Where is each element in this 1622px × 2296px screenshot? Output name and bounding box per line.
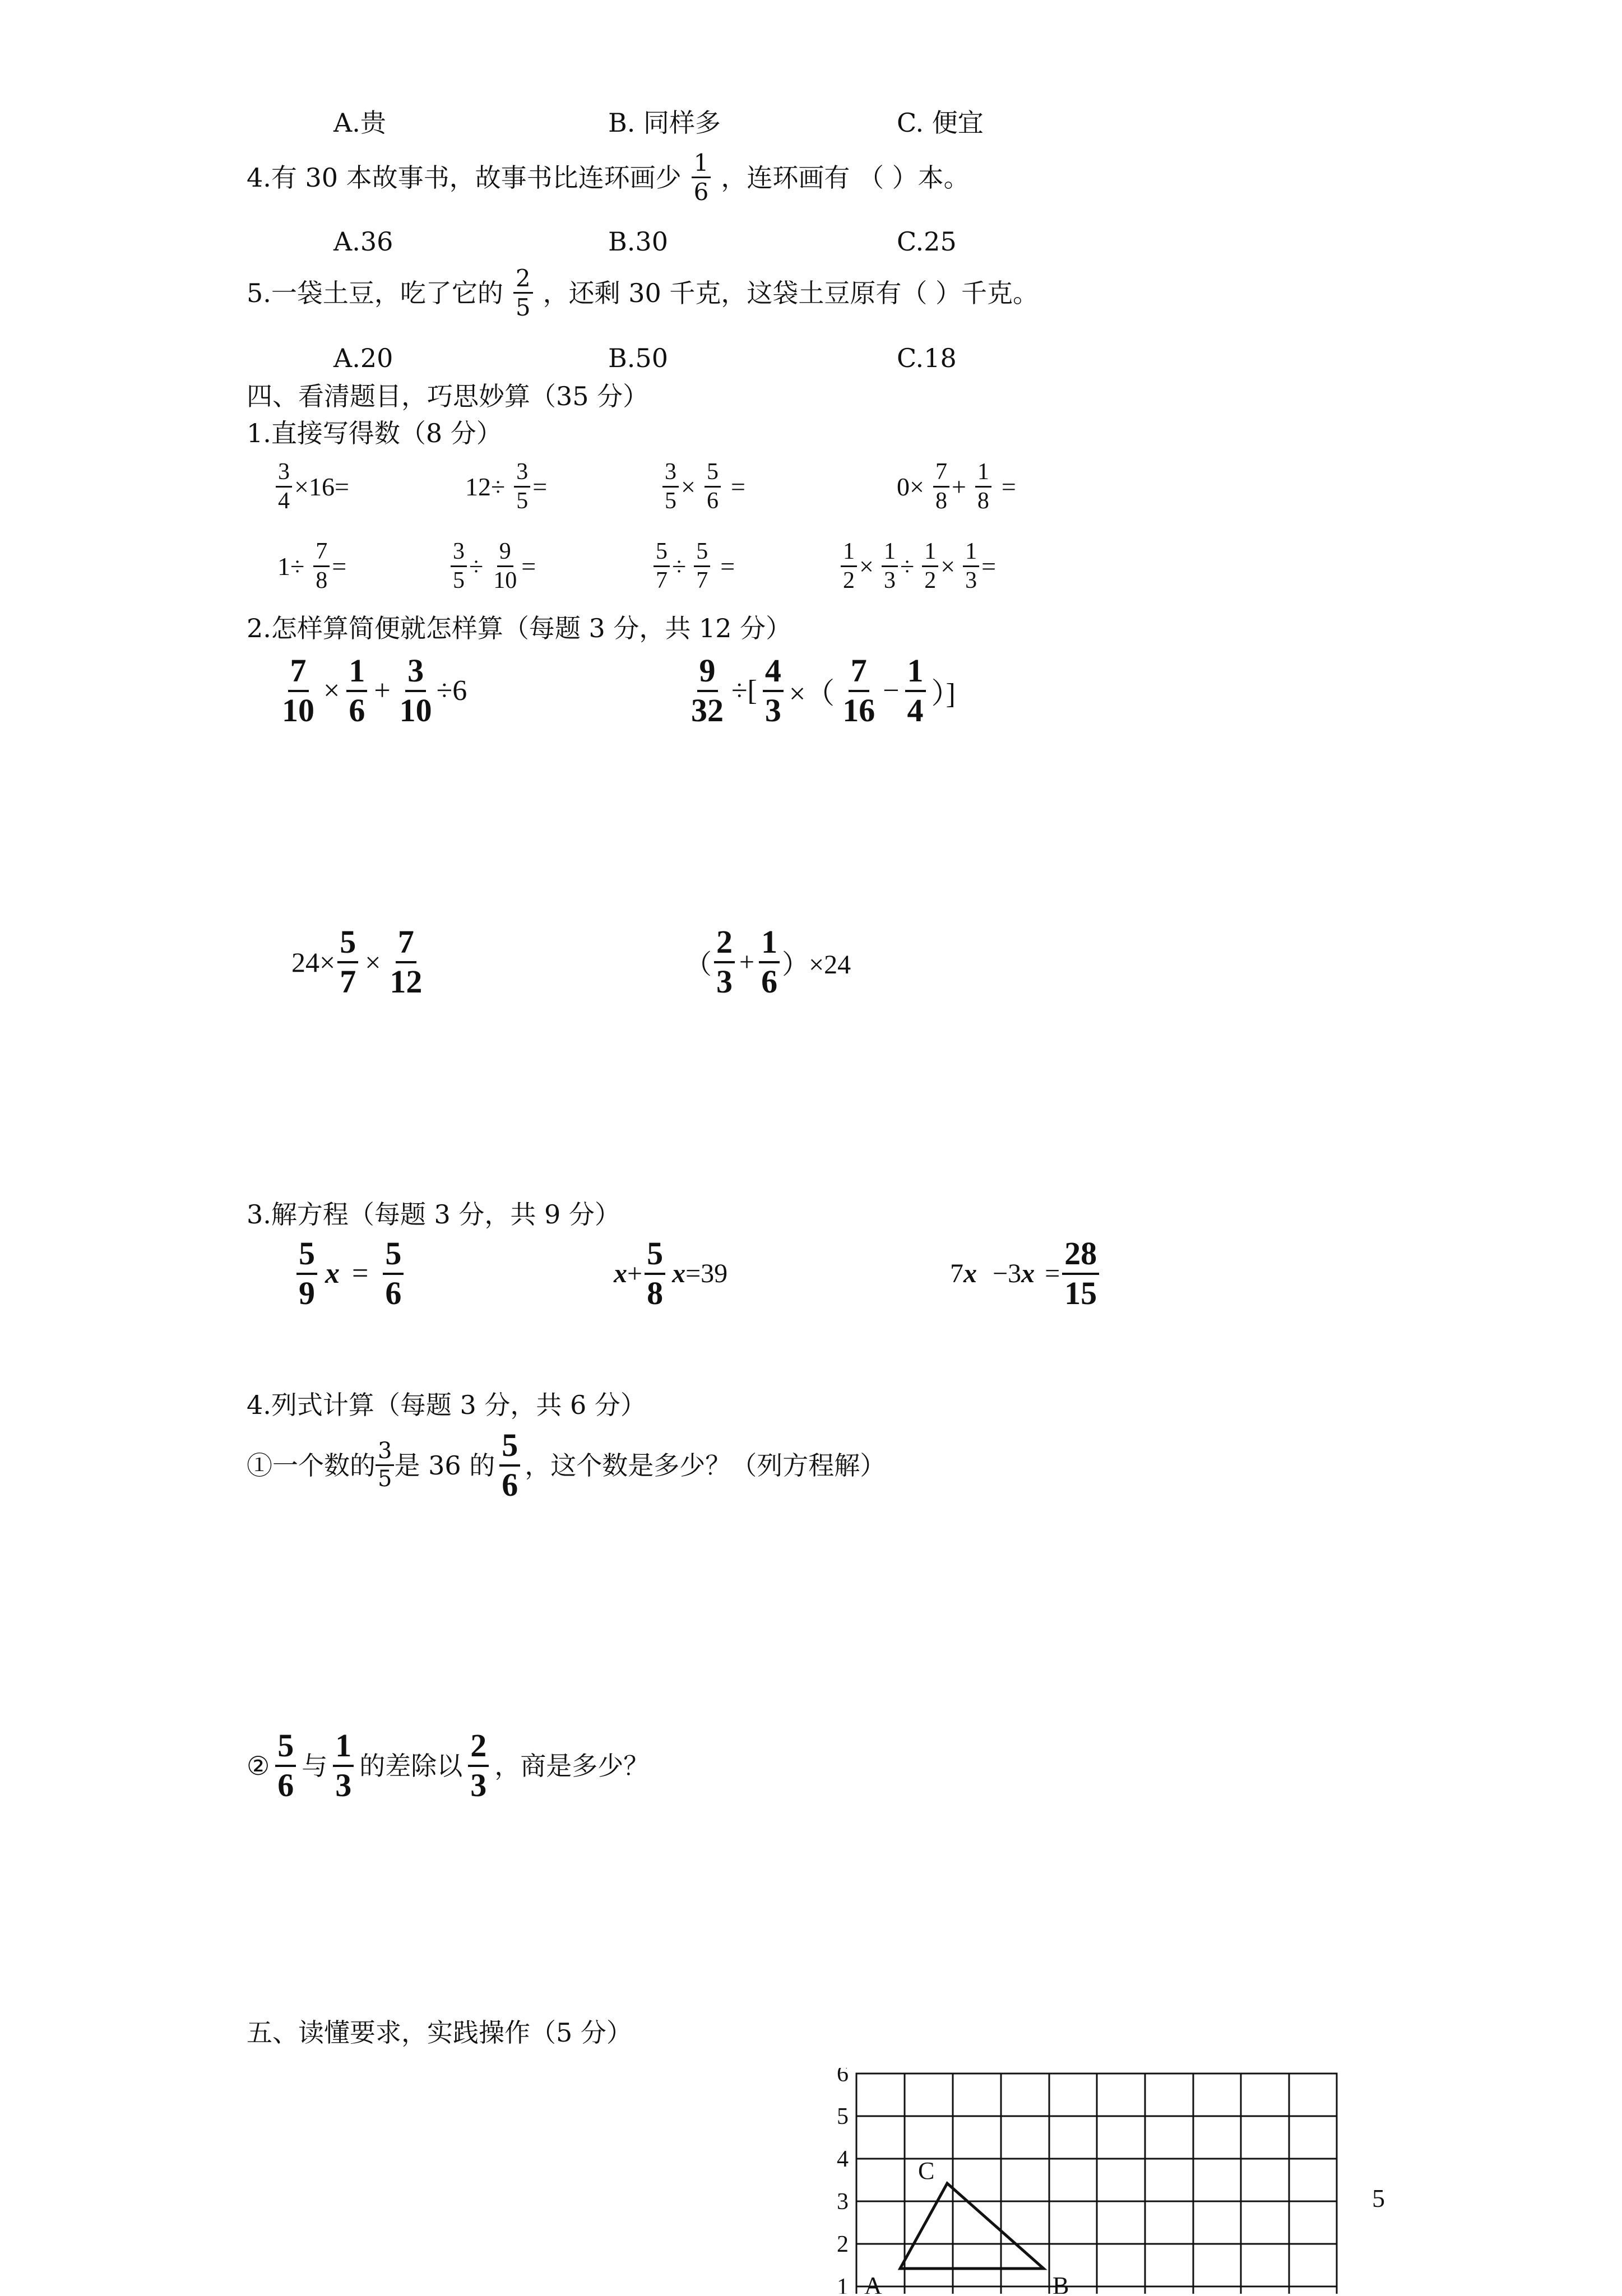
section4-title: 四、看清题目，巧思妙算（35 分） <box>247 381 649 411</box>
wp1-frac-a: $\frac{3}{5}$ <box>376 1439 394 1491</box>
calc-2-3: 24× $\frac{5}{7}$ × $\frac{7}{12}$ <box>291 924 423 1000</box>
y-label-6: 6 <box>837 2068 849 2087</box>
wp2-frac-b: $\frac{1}{3}$ <box>333 1728 354 1803</box>
point-c-label: C <box>918 2157 935 2184</box>
wp2-post: ，商是多少？ <box>494 1750 650 1781</box>
calc-1-2: 12÷ $\frac{3}{5}$ = <box>465 459 548 514</box>
part4-title: 4.列式计算（每题 3 分，共 6 分） <box>247 1390 646 1420</box>
wp2-mid2: 的差除以 <box>359 1750 463 1781</box>
wp1-post: ，这个数是多少？（列方程解） <box>525 1450 886 1481</box>
calc-1-3: $\frac{3}{5}$ × $\frac{5}{6}$ = <box>660 460 745 514</box>
page-number: 5 <box>1372 2184 1385 2212</box>
wp2-pre: ② <box>247 1750 270 1781</box>
calc-1-5: 1÷ $\frac{7}{8}$ = <box>277 539 347 594</box>
y-label-1: 1 <box>837 2274 849 2294</box>
wp2-frac-c: $\frac{2}{3}$ <box>468 1728 489 1803</box>
calc-1-6: $\frac{3}{5}$ ÷ $\frac{9}{10}$ = <box>448 539 536 594</box>
y-label-3: 3 <box>837 2189 849 2215</box>
coordinate-grid <box>824 2068 1351 2296</box>
q4-fraction <box>692 150 711 205</box>
point-b-label: B <box>1053 2272 1069 2294</box>
equation-3: 7 x −3 x = $\frac{28}{15}$ <box>950 1236 1101 1311</box>
calc-2-2: $\frac{9}{32}$ ÷[ $\frac{4}{3}$ ×（ $\frac{7}{16}$ − $\frac{1}{4}$ ）] <box>691 652 956 729</box>
q5-text-post: ，还剩 30 千克，这袋土豆原有（ ）千克。 <box>543 277 1039 308</box>
q4-question <box>247 150 970 205</box>
point-a-label: A <box>864 2272 882 2294</box>
section5-title: 五、读懂要求，实践操作（5 分） <box>247 2017 632 2048</box>
wp1-pre: ①一个数的 <box>247 1450 376 1481</box>
q5-option-b: B.50 <box>608 343 668 373</box>
y-label-5: 5 <box>837 2104 849 2130</box>
q5-option-c: C.18 <box>897 343 957 373</box>
q4-text-pre: 4.有 30 本故事书，故事书比连环画少 <box>247 162 682 193</box>
q5-fraction <box>513 266 533 321</box>
part3-title: 3.解方程（每题 3 分，共 9 分） <box>247 1199 620 1230</box>
wp2-frac-a: $\frac{5}{6}$ <box>275 1728 296 1803</box>
q3-option-a: A.贵 <box>333 108 386 138</box>
word-problem-1 <box>247 1428 886 1502</box>
q3-option-c: C. 便宜 <box>897 108 984 138</box>
q4-option-c: C.25 <box>897 226 957 257</box>
q4-text-post: ，连环画有 （ ）本。 <box>721 162 970 193</box>
part2-title: 2.怎样算简便就怎样算（每题 3 分，共 12 分） <box>247 613 792 643</box>
y-axis-labels <box>837 2068 849 2294</box>
wp1-mid: 是 36 的 <box>394 1450 495 1481</box>
q4-fraction-den: 6 <box>693 178 709 206</box>
q4-option-a: A.36 <box>333 226 393 257</box>
part1-title: 1.直接写得数（8 分） <box>247 418 502 448</box>
q4-fraction-num: 1 <box>692 150 711 178</box>
calc-1-7: $\frac{5}{7}$ ÷ $\frac{5}{7}$ = <box>651 539 735 594</box>
wp1-frac-b: $\frac{5}{6}$ <box>499 1428 520 1502</box>
q5-question <box>247 266 1039 321</box>
calc-1-1: $\frac{3}{4}$ ×16= <box>274 460 349 514</box>
q4-option-b: B.30 <box>608 226 668 257</box>
word-problem-2 <box>247 1728 649 1803</box>
equation-1: $\frac{5}{9}$ x = $\frac{5}{6}$ <box>294 1236 406 1311</box>
calc-1-8: $\frac{1}{2}$ × $\frac{1}{3}$ ÷ $\frac{1}{2}$ × $\frac{1}{3}$ = <box>838 539 996 594</box>
y-label-4: 4 <box>837 2146 849 2172</box>
equation-2: x + $\frac{5}{8}$ x =39 <box>614 1235 728 1311</box>
wp2-mid1: 与 <box>302 1750 328 1781</box>
q3-option-b: B. 同样多 <box>608 108 721 138</box>
q5-option-a: A.20 <box>333 343 393 373</box>
q5-text-pre: 5.一袋土豆，吃了它的 <box>247 277 503 308</box>
q5-fraction-num: 2 <box>513 266 533 294</box>
calc-2-1: $\frac{7}{10}$ × $\frac{1}{6}$ + $\frac{3}{10}$ ÷6 <box>282 652 467 729</box>
calc-2-4: （ $\frac{2}{3}$ + $\frac{1}{6}$ ）×24 <box>685 924 851 1000</box>
calc-1-4: 0× $\frac{7}{8}$ + $\frac{1}{8}$ = <box>897 459 1016 514</box>
q5-fraction-den: 5 <box>515 294 531 322</box>
triangle-abc <box>900 2183 1044 2269</box>
y-label-2: 2 <box>837 2232 849 2257</box>
